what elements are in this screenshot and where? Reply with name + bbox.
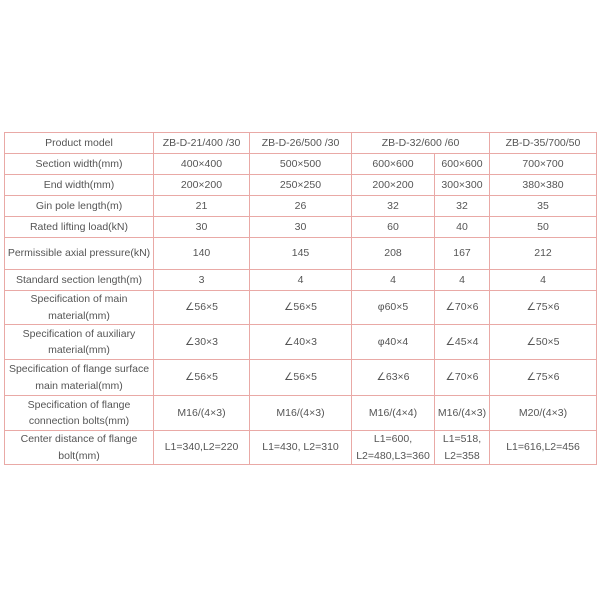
value-cell: 4	[490, 270, 597, 291]
header-label-cell: Product model	[5, 133, 154, 154]
row-label-cell: Standard section length(m)	[5, 270, 154, 291]
value-cell: L1=616,L2=456	[490, 431, 597, 465]
value-cell: 200×200	[154, 175, 250, 196]
value-cell: 400×400	[154, 154, 250, 175]
row-label-cell: Specification of auxiliary material(mm)	[5, 325, 154, 360]
value-cell: 21	[154, 196, 250, 217]
value-cell: L1=430, L2=310	[250, 431, 352, 465]
table-row	[5, 154, 597, 175]
value-cell: ∠75×6	[490, 291, 597, 325]
value-cell: 30	[250, 217, 352, 238]
value-cell: M16/(4×3)	[435, 396, 490, 431]
table-row	[5, 175, 597, 196]
value-cell: φ40×4	[352, 325, 435, 360]
value-cell: ∠75×6	[490, 360, 597, 396]
product-spec-table	[4, 132, 597, 465]
value-cell: L1=600, L2=480,L3=360	[352, 431, 435, 465]
value-cell: 167	[435, 238, 490, 270]
value-cell: ∠70×6	[435, 360, 490, 396]
value-cell: 140	[154, 238, 250, 270]
value-cell: ∠40×3	[250, 325, 352, 360]
value-cell: 26	[250, 196, 352, 217]
value-cell: 600×600	[352, 154, 435, 175]
table-row	[5, 325, 597, 360]
value-cell: L1=340,L2=220	[154, 431, 250, 465]
header-model-cell: ZB-D-26/500 /30	[250, 133, 352, 154]
value-cell: 3	[154, 270, 250, 291]
table-row	[5, 238, 597, 270]
row-label-cell: Permissible axial pressure(kN)	[5, 238, 154, 270]
value-cell: ∠56×5	[250, 360, 352, 396]
value-cell: ∠56×5	[154, 360, 250, 396]
row-label-cell: End width(mm)	[5, 175, 154, 196]
header-model-cell: ZB-D-21/400 /30	[154, 133, 250, 154]
value-cell: 208	[352, 238, 435, 270]
value-cell: ∠56×5	[250, 291, 352, 325]
table-row	[5, 360, 597, 396]
header-row	[5, 133, 597, 154]
row-label-cell: Section width(mm)	[5, 154, 154, 175]
table-row	[5, 396, 597, 431]
value-cell: 380×380	[490, 175, 597, 196]
header-model-cell: ZB-D-32/600 /60	[352, 133, 490, 154]
value-cell: 250×250	[250, 175, 352, 196]
value-cell: 4	[250, 270, 352, 291]
row-label-cell: Rated lifting load(kN)	[5, 217, 154, 238]
value-cell: M16/(4×3)	[154, 396, 250, 431]
value-cell: 40	[435, 217, 490, 238]
table-row	[5, 291, 597, 325]
header-model-cell: ZB-D-35/700/50	[490, 133, 597, 154]
value-cell: 145	[250, 238, 352, 270]
table-row	[5, 217, 597, 238]
value-cell: 500×500	[250, 154, 352, 175]
value-cell: M16/(4×4)	[352, 396, 435, 431]
value-cell: ∠45×4	[435, 325, 490, 360]
value-cell: 4	[435, 270, 490, 291]
value-cell: 700×700	[490, 154, 597, 175]
row-label-cell: Specification of flange connection bolts(mm)	[5, 396, 154, 431]
value-cell: 60	[352, 217, 435, 238]
value-cell: 32	[352, 196, 435, 217]
value-cell: L1=518, L2=358	[435, 431, 490, 465]
value-cell: 600×600	[435, 154, 490, 175]
value-cell: φ60×5	[352, 291, 435, 325]
row-label-cell: Specification of main material(mm)	[5, 291, 154, 325]
value-cell: 4	[352, 270, 435, 291]
row-label-cell: Specification of flange surface main material(mm)	[5, 360, 154, 396]
value-cell: 200×200	[352, 175, 435, 196]
value-cell: 35	[490, 196, 597, 217]
value-cell: 32	[435, 196, 490, 217]
value-cell: ∠70×6	[435, 291, 490, 325]
value-cell: M20/(4×3)	[490, 396, 597, 431]
value-cell: 30	[154, 217, 250, 238]
table-row	[5, 196, 597, 217]
row-label-cell: Center distance of flange bolt(mm)	[5, 431, 154, 465]
value-cell: ∠63×6	[352, 360, 435, 396]
table-row	[5, 270, 597, 291]
table-row	[5, 431, 597, 465]
value-cell: 212	[490, 238, 597, 270]
value-cell: ∠50×5	[490, 325, 597, 360]
row-label-cell: Gin pole length(m)	[5, 196, 154, 217]
value-cell: ∠30×3	[154, 325, 250, 360]
value-cell: 50	[490, 217, 597, 238]
value-cell: M16/(4×3)	[250, 396, 352, 431]
value-cell: 300×300	[435, 175, 490, 196]
value-cell: ∠56×5	[154, 291, 250, 325]
